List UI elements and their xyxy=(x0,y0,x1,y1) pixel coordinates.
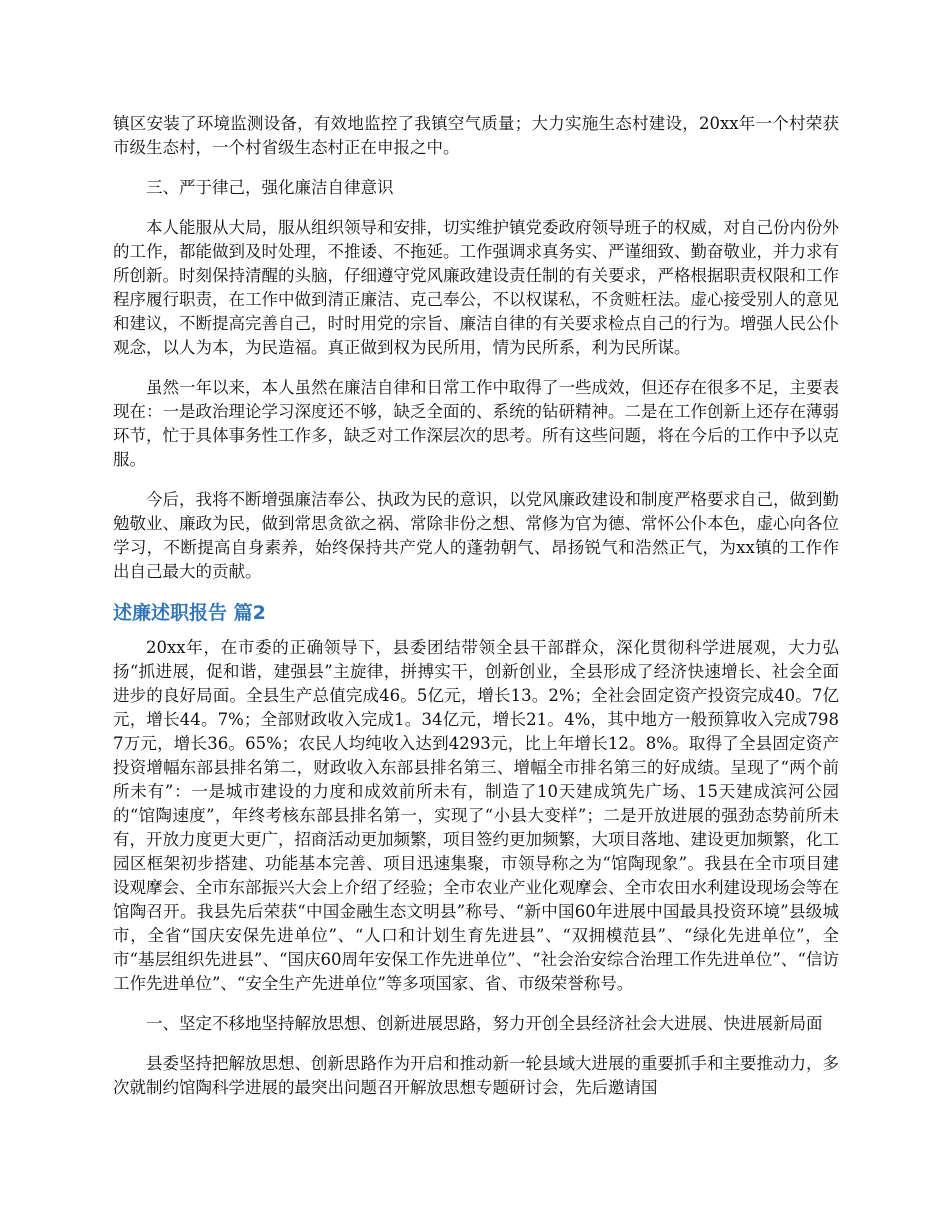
paragraph-county-summary: 20xx年，在市委的正确领导下，县委团结带领全县干部群众，深化贯彻科学进展观，大力弘扬“抓进展，促和谐，建强县”主旋律，拼搏实干，创新创业，全县形成了经济快速增长、社会全面进步的良好局面。全县生产总值完成46。5亿元，增长13。2%；全社会固定资产投资完成40。7亿元，增长44。7%；全部财政收入完成1。34亿元，增长21。4%，其中地方一般预算收入完成7987万元，增长36。65%；农民人均纯收入达到4293元，比上年增长12。8%。取得了全县固定资产投资增幅东部县排名第二，财政收入东部县排名第三、增幅全市排名第三的好成绩。呈现了“两个前所未有”：一是城市建设的力度和成效前所未有，制造了10天建成筑先广场、15天建成滨河公园的“馆陶速度”，年终考核东部县排名第一，实现了“小县大变样”；二是开放进展的强劲态势前所未有，开放力度更大更广，招商活动更加频繁，项目签约更加频繁，大项目落地、建设更加频繁，化工园区框架初步搭建、功能基本完善、项目迅速集聚，市领导称之为“馆陶现象”。我县在全市项目建设观摩会、全市东部振兴大会上介绍了经验；全市农业产业化观摩会、全市农田水利建设现场会等在馆陶召开。我县先后荣获“中国金融生态文明县”称号、“新中国60年进展中国最具投资环境”县级城市，全省“国庆安保先进单位”、“人口和计划生育先进县”、“双拥模范县”、“绿化先进单位”，全市“基层组织先进县”、“国庆60周年安保工作先进单位”、“社会治安综合治理工作先进单位”、“信访工作先进单位”、“安全生产先进单位”等多项国家、省、市级荣誉称号。 xyxy=(113,638,839,993)
paragraph-emancipate-mind: 县委坚持把解放思想、创新思路作为开启和推动新一轮县域大进展的重要抓手和主要推动力，多次就制约馆陶科学进展的最突出问题召开解放思想专题研讨会，先后邀请国 xyxy=(113,1054,839,1097)
subheading-one: 一、坚定不移地坚持解放思想、创新进展思路，努力开创全县经济社会大进展、快进展新局面 xyxy=(146,1014,823,1033)
subheading-three: 三、严于律己，强化廉洁自律意识 xyxy=(146,178,394,197)
paragraph-continuation: 镇区安装了环境监测设备，有效地监控了我镇空气质量；大力实施生态村建设，20xx年一个村荣获市级生态村，一个村省级生态村正在申报之中。 xyxy=(113,114,839,157)
paragraph-future: 今后，我将不断增强廉洁奉公、执政为民的意识，以党风廉政建设和制度严格要求自己，做到勤勉敬业、廉政为民，做到常思贪欲之祸、常除非份之想、常修为官为德、常怀公仆本色，虚心向各位学习，不断提高自身素养，始终保持共产党人的蓬勃朝气、昂扬锐气和浩然正气，为xx镇的工作作出自己最大的贡献。 xyxy=(113,490,839,581)
document-page xyxy=(113,112,839,1116)
section-title: 述廉述职报告 篇2 xyxy=(113,602,266,624)
paragraph-shortcomings: 虽然一年以来，本人虽然在廉洁自律和日常工作中取得了一些成效，但还存在很多不足，主要表现在：一是政治理论学习深度还不够，缺乏全面的、系统的钻研精神。二是在工作创新上还存在薄弱环节，忙于具体事务性工作多，缺乏对工作深层次的思考。所有这些问题，将在今后的工作中予以克服。 xyxy=(113,378,839,469)
paragraph-self-discipline: 本人能服从大局，服从组织领导和安排，切实维护镇党委政府领导班子的权威，对自己份内份外的工作，都能做到及时处理，不推诿、不拖延。工作强调求真务实、严谨细致、勤奋敬业，并力求有所创新。时刻保持清醒的头脑，仔细遵守党风廉政建设责任制的有关要求，严格根据职责权限和工作程序履行职责，在工作中做到清正廉洁、克己奉公，不以权谋私，不贪赃枉法。虚心接受别人的意见和建议，不断提高完善自己，时时用党的宗旨、廉洁自律的有关要求检点自己的行为。增强人民公仆观念，以人为本，为民造福。真正做到权为民所用，情为民所系，利为民所谋。 xyxy=(113,218,839,357)
